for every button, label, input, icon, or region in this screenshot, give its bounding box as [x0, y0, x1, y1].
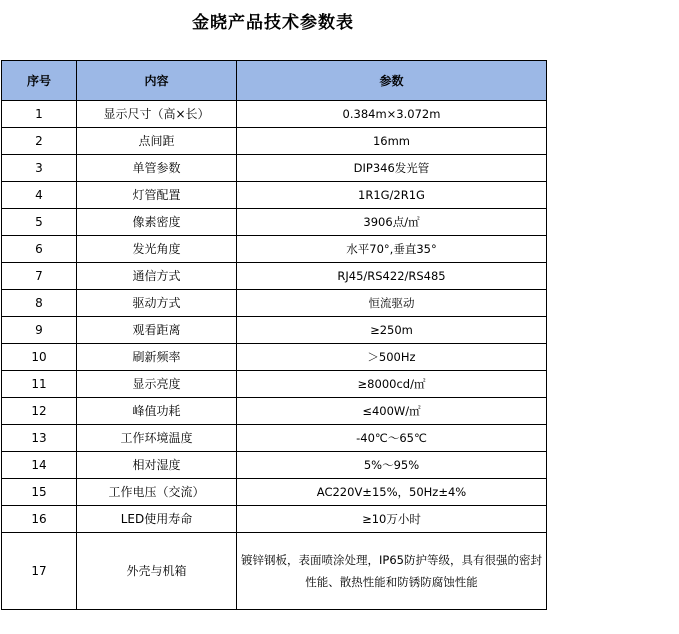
table-row: [2, 371, 547, 398]
row-item: 灯管配置: [77, 182, 237, 209]
row-value: 镀锌钢板，表面喷涂处理，IP65防护等级，具有很强的密封性能、散热性能和防锈防腐蚀性能: [237, 533, 547, 610]
row-no: 8: [2, 290, 77, 317]
header-value: 参数: [237, 61, 547, 101]
table-row: [2, 398, 547, 425]
row-no: 9: [2, 317, 77, 344]
row-value: 恒流驱动: [237, 290, 547, 317]
row-no: 6: [2, 236, 77, 263]
table-row: [2, 155, 547, 182]
row-item: 外壳与机箱: [77, 533, 237, 610]
row-item: 显示尺寸（高×长）: [77, 101, 237, 128]
table-row: [2, 290, 547, 317]
row-no: 5: [2, 209, 77, 236]
header-no: 序号: [2, 61, 77, 101]
table-row: [2, 452, 547, 479]
row-no: 12: [2, 398, 77, 425]
row-no: 1: [2, 101, 77, 128]
row-no: 13: [2, 425, 77, 452]
row-item: 发光角度: [77, 236, 237, 263]
row-value: DIP346发光管: [237, 155, 547, 182]
row-value: -40℃～65℃: [237, 425, 547, 452]
row-value: AC220V±15%，50Hz±4%: [237, 479, 547, 506]
row-no: 3: [2, 155, 77, 182]
table-row: [2, 101, 547, 128]
row-item: 点间距: [77, 128, 237, 155]
row-value: ＞500Hz: [237, 344, 547, 371]
row-no: 2: [2, 128, 77, 155]
table-row: [2, 263, 547, 290]
row-value: 5%～95%: [237, 452, 547, 479]
table-row: [2, 479, 547, 506]
row-value: RJ45/RS422/RS485: [237, 263, 547, 290]
table-row: [2, 425, 547, 452]
row-no: 16: [2, 506, 77, 533]
row-item: 刷新频率: [77, 344, 237, 371]
row-value: 水平70°,垂直35°: [237, 236, 547, 263]
row-value: 1R1G/2R1G: [237, 182, 547, 209]
row-item: 通信方式: [77, 263, 237, 290]
row-value: 0.384m×3.072m: [237, 101, 547, 128]
row-item: 观看距离: [77, 317, 237, 344]
row-no: 11: [2, 371, 77, 398]
row-value: ≥10万小时: [237, 506, 547, 533]
table-row: [2, 236, 547, 263]
table-row: [2, 317, 547, 344]
table-row: [2, 344, 547, 371]
table-row: [2, 182, 547, 209]
table-row: [2, 506, 547, 533]
row-value: ≤400W/㎡: [237, 398, 547, 425]
row-item: 像素密度: [77, 209, 237, 236]
row-value: 3906点/㎡: [237, 209, 547, 236]
table-row: [2, 209, 547, 236]
row-item: 驱动方式: [77, 290, 237, 317]
table-row: [2, 128, 547, 155]
row-item: 工作电压（交流）: [77, 479, 237, 506]
row-value: 16mm: [237, 128, 547, 155]
table-row: [2, 533, 547, 610]
row-item: 工作环境温度: [77, 425, 237, 452]
row-value: ≥8000cd/㎡: [237, 371, 547, 398]
row-item: 显示亮度: [77, 371, 237, 398]
row-item: 峰值功耗: [77, 398, 237, 425]
spec-table: [1, 60, 547, 610]
row-value: ≥250m: [237, 317, 547, 344]
page-title: 金晓产品技术参数表: [192, 13, 354, 33]
row-no: 7: [2, 263, 77, 290]
header-item: 内容: [77, 61, 237, 101]
row-no: 15: [2, 479, 77, 506]
row-item: LED使用寿命: [77, 506, 237, 533]
row-item: 单管参数: [77, 155, 237, 182]
row-no: 17: [2, 533, 77, 610]
row-item: 相对湿度: [77, 452, 237, 479]
row-no: 14: [2, 452, 77, 479]
table-header-row: [2, 61, 547, 101]
row-no: 10: [2, 344, 77, 371]
row-no: 4: [2, 182, 77, 209]
